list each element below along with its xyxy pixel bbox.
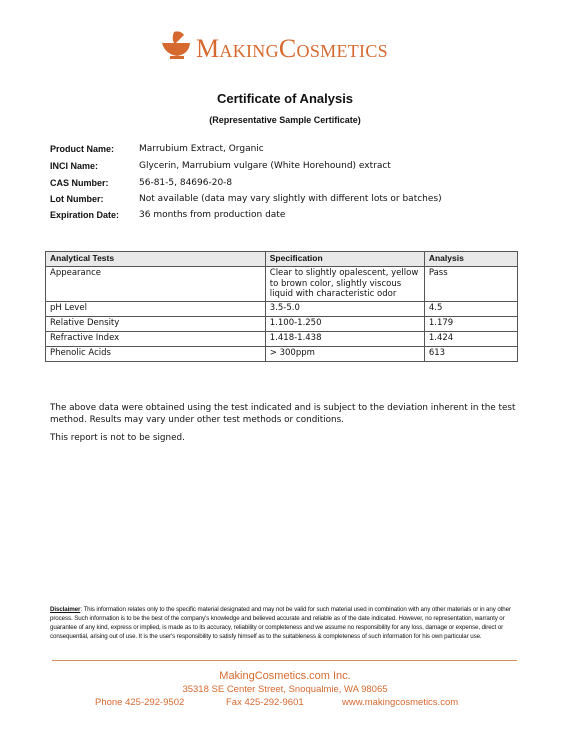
table-row <box>46 267 518 302</box>
test-name-cell: Phenolic Acids <box>46 346 266 361</box>
specification-cell: > 300ppm <box>265 346 424 361</box>
footer-divider <box>52 660 517 661</box>
footer-fax: Fax 425-292-9601 <box>226 697 304 708</box>
disclaimer <box>50 605 520 641</box>
mortar-and-pestle-icon <box>160 30 194 62</box>
footer-phone: Phone 425-292-9502 <box>95 697 185 708</box>
analysis-table <box>45 251 518 362</box>
document-title: Certificate of Analysis <box>216 91 354 106</box>
analysis-cell: 613 <box>424 346 517 361</box>
footer-address: 35318 SE Center Street, Snoqualmie, WA 98065 <box>182 684 388 695</box>
specification-cell: 1.418-1.438 <box>265 331 424 346</box>
disclaimer-label: Disclaimer <box>50 606 81 613</box>
column-header-specification: Specification <box>265 252 424 267</box>
footer-website-link[interactable]: www.makingcosmetics.com <box>342 697 459 708</box>
test-name-cell: Refractive Index <box>46 331 266 346</box>
footer-company: MakingCosmetics.com Inc. <box>219 670 351 682</box>
column-header-tests: Analytical Tests <box>46 252 266 267</box>
table-row <box>46 346 518 361</box>
analysis-cell: 1.424 <box>424 331 517 346</box>
expiration-date-label: Expiration Date: <box>50 210 120 220</box>
expiration-date-value: 36 months from production date <box>139 210 286 220</box>
inci-name-value: Glycerin, Marrubium vulgare (White Horehound) extract <box>139 161 391 171</box>
inci-name-label: INCI Name: <box>50 161 99 171</box>
deviation-note: The above data were obtained using the test indicated and is subject to the deviation inherent in the test method. Results may vary under other test methods or conditions. <box>50 403 516 425</box>
test-name-cell: Appearance <box>46 267 266 302</box>
disclaimer-text: : This information relates only to the specific material designated and may not be valid for such material used in combination with any other materials or in any other process. Such information is to be the best of the company's knowledge and believed accurate and reliable as of the date indicated. However, no representation, warranty or guarantee of any kind, express or implied, is made as to its accuracy, reliability or completeness and we assume no responsibility for any loss, damage or expense, direct or consequential, arising out of use. It is the user's responsibility to satisfy himself as to the suitableness & completeness of such information for his own particular use. <box>50 606 511 640</box>
analysis-cell: 1.179 <box>424 316 517 331</box>
document-subtitle: (Representative Sample Certificate) <box>209 115 361 125</box>
table-row <box>46 301 518 316</box>
test-name-cell: Relative Density <box>46 316 266 331</box>
lot-number-label: Lot Number: <box>50 194 104 204</box>
signature-note: This report is not to be signed. <box>50 433 185 443</box>
column-header-analysis: Analysis <box>424 252 517 267</box>
product-name-value: Marrubium Extract, Organic <box>139 144 264 154</box>
product-name-label: Product Name: <box>50 144 115 154</box>
cas-number-value: 56-81-5, 84696-20-8 <box>139 178 233 188</box>
analysis-cell: Pass <box>424 267 517 302</box>
specification-cell: 1.100-1.250 <box>265 316 424 331</box>
cas-number-label: CAS Number: <box>50 178 109 188</box>
specification-cell: 3.5-5.0 <box>265 301 424 316</box>
table-row <box>46 316 518 331</box>
brand-name: MakingCosmetics <box>196 34 388 63</box>
specification-cell: Clear to slightly opalescent, yellow to brown color, slightly viscous liquid with characteristic odor <box>265 267 424 302</box>
company-logo <box>160 30 388 62</box>
table-header-row <box>46 252 518 267</box>
analysis-cell: 4.5 <box>424 301 517 316</box>
lot-number-value: Not available (data may vary slightly with different lots or batches) <box>139 194 442 204</box>
table-row <box>46 331 518 346</box>
test-name-cell: pH Level <box>46 301 266 316</box>
